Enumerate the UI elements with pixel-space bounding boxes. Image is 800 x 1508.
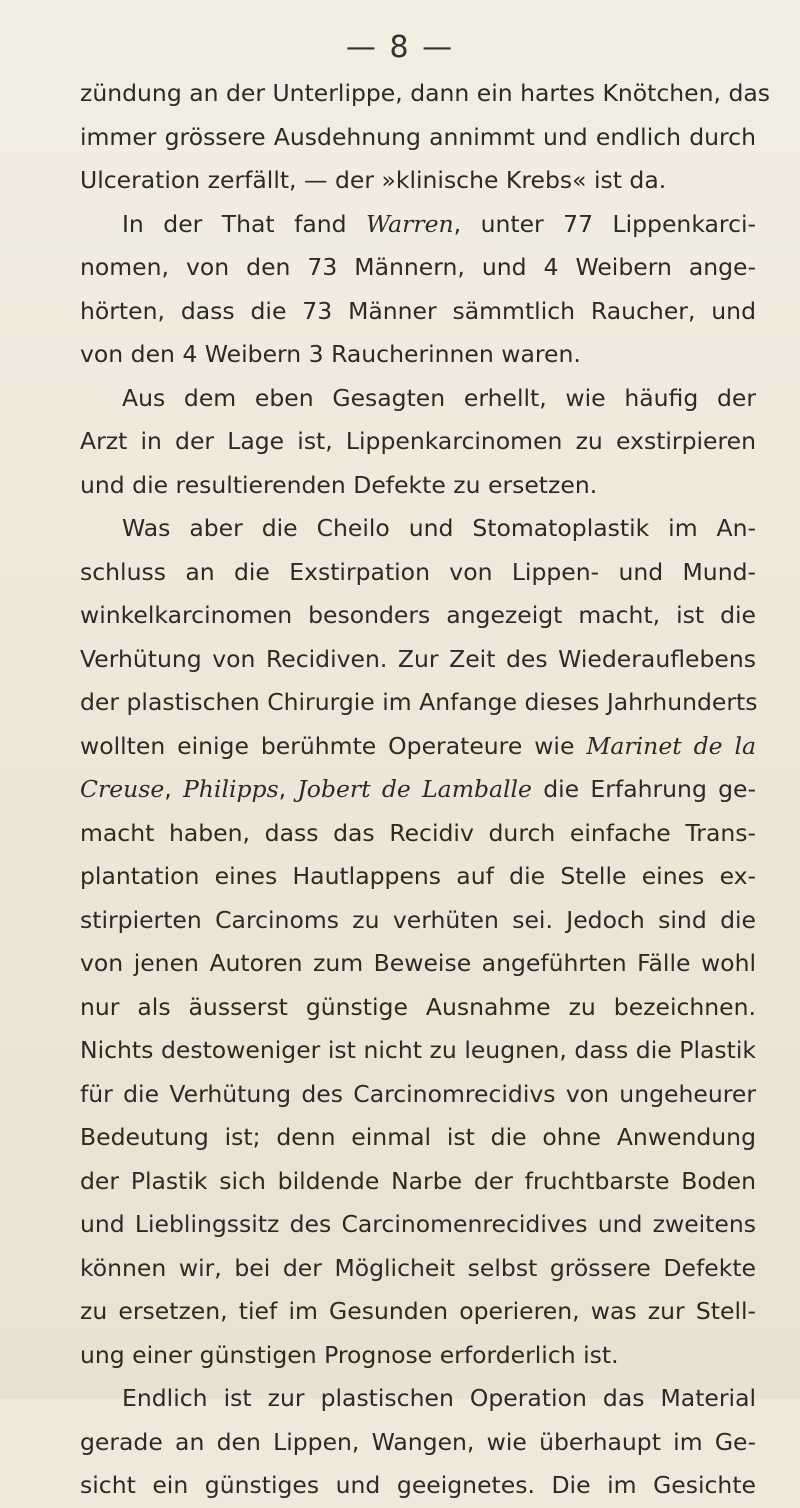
text-line (80, 899, 756, 943)
text-run: Ulceration zerfällt, — der »klinische Krebs« ist da. (80, 166, 667, 194)
text-line (80, 942, 756, 986)
text-line (80, 986, 756, 1030)
text-line (80, 551, 756, 595)
text-run: wollten einige berühmte Operateure wie (80, 731, 587, 760)
text-line (80, 594, 756, 638)
text-line (80, 72, 771, 116)
text-line (80, 116, 756, 160)
text-line (80, 333, 756, 377)
text-run: , (278, 775, 298, 803)
text-line (80, 507, 756, 551)
text-line (80, 1029, 756, 1073)
text-run: von jenen Autoren zum Beweise angeführten Fälle wohl (80, 949, 756, 977)
text-run: zu ersetzen, tief im Gesunden operieren, was zur Stell- (80, 1297, 756, 1325)
text-run: stirpierten Carcinoms zu verhüten sei. Jedoch sind die (80, 905, 756, 934)
text-line (80, 1203, 756, 1247)
text-line (80, 855, 756, 899)
text-run: sicht ein günstiges und geeignetes. Die im Gesichte (80, 1471, 756, 1499)
italic-name: Philipps (182, 775, 279, 803)
text-run: Nichts destoweniger ist nicht zu leugnen, dass die Plastik (80, 1036, 756, 1064)
text-run: Was aber die Cheilo und Stomatoplastik im An- (122, 514, 756, 542)
text-run: immer grössere Ausdehnung annimmt und endlich durch (80, 122, 756, 151)
text-run: winkelkarcinomen besonders angezeigt macht, ist die (80, 601, 756, 629)
text-line (80, 812, 756, 856)
italic-name: Warren (366, 209, 454, 238)
italic-name: Creuse (80, 775, 165, 803)
text-run: Bedeutung ist; denn einmal ist die ohne Anwendung (80, 1123, 756, 1151)
text-run: und die resultierenden Defekte zu ersetzen. (80, 470, 598, 499)
text-line (80, 1334, 756, 1378)
text-run: und Lieblingssitz des Carcinomenrecidives und zweitens (80, 1210, 756, 1238)
text-line (80, 1464, 756, 1508)
text-line (80, 681, 756, 725)
text-run: Verhütung von Recidiven. Zur Zeit des Wiederauflebens (80, 644, 756, 673)
text-run: , (164, 775, 183, 803)
text-run: hörten, dass die 73 Männer sämmtlich Raucher, und (80, 296, 756, 325)
text-run: schluss an die Exstirpation von Lippen- und Mund- (80, 557, 756, 586)
text-line (80, 290, 756, 334)
text-run: von den 4 Weibern 3 Raucherinnen waren. (80, 340, 581, 368)
text-run: plantation eines Hautlappens auf die Stelle eines ex- (80, 862, 756, 890)
text-run: Aus dem eben Gesagten erhellt, wie häufig der (122, 383, 756, 412)
text-run: gerade an den Lippen, Wangen, wie überhaupt im Ge- (80, 1427, 756, 1456)
text-line (80, 159, 756, 203)
text-run: können wir, bei der Möglicheit selbst grössere Defekte (80, 1253, 756, 1282)
text-run: Endlich ist zur plastischen Operation das Material (122, 1384, 756, 1412)
text-line (80, 246, 756, 290)
text-line (80, 725, 756, 769)
text-line (80, 768, 756, 812)
text-line (80, 1116, 756, 1160)
italic-name: Jobert de Lamballe (297, 775, 532, 803)
body-text (80, 72, 771, 1508)
text-line (80, 464, 756, 508)
text-run: Arzt in der Lage ist, Lippenkarcinomen zu exstirpieren (80, 427, 756, 455)
text-line (80, 638, 756, 682)
text-line (80, 1160, 756, 1204)
text-run: der plastischen Chirurgie im Anfange dieses Jahrhunderts (80, 688, 758, 716)
text-line (80, 1377, 756, 1421)
italic-name: Marinet de la (586, 731, 756, 760)
text-run: für die Verhütung des Carcinomrecidivs von ungeheurer (80, 1079, 756, 1108)
text-run: , unter 77 Lippenkarci- (453, 209, 757, 238)
text-line (80, 1290, 756, 1334)
text-run: die Erfahrung ge- (531, 775, 756, 803)
text-run: ung einer günstigen Prognose erforderlich ist. (80, 1340, 619, 1369)
text-run: zündung an der Unterlippe, dann ein hartes Knötchen, das (80, 79, 771, 107)
text-run: nur als äusserst günstige Ausnahme zu bezeichnen. (80, 992, 756, 1021)
text-line (80, 420, 756, 464)
text-line (80, 1247, 756, 1291)
text-line (80, 377, 756, 421)
text-run: der Plastik sich bildende Narbe der fruchtbarste Boden (80, 1166, 756, 1195)
page-number: — 8 — (345, 30, 455, 65)
text-run: In der That fand (122, 209, 367, 238)
text-run: macht haben, dass das Recidiv durch einfache Trans- (80, 818, 756, 847)
text-line (80, 1421, 756, 1465)
text-line (80, 203, 756, 247)
text-line (80, 1073, 756, 1117)
text-run: nomen, von den 73 Männern, und 4 Weibern ange- (80, 253, 756, 281)
